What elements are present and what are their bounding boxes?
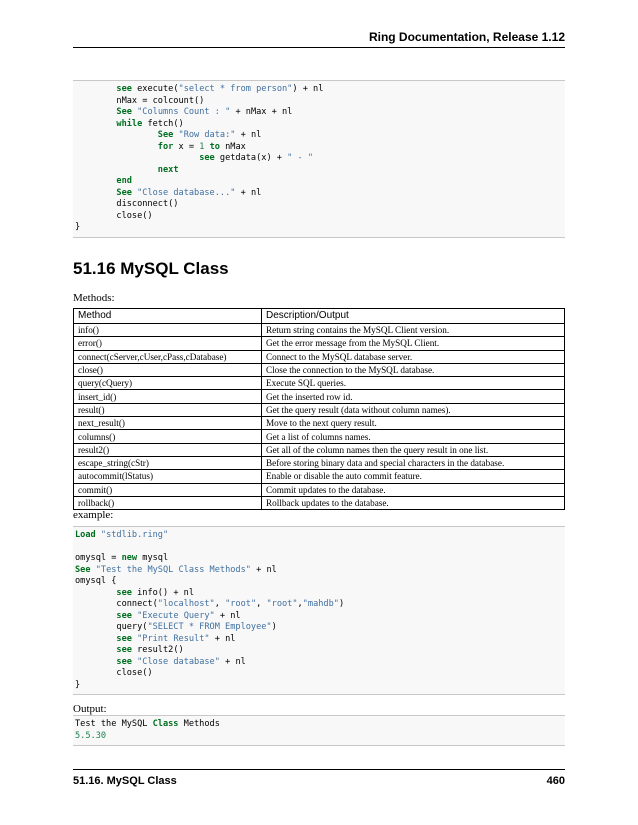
code-token: connect(	[75, 599, 158, 609]
method-cell: connect(cServer,cUser,cPass,cDatabase)	[74, 350, 262, 363]
code-token: " - "	[287, 153, 314, 163]
code-token: Test the MySQL	[75, 719, 153, 729]
code-line	[75, 153, 563, 165]
description-cell: Commit updates to the database.	[262, 483, 565, 496]
table-row	[74, 470, 565, 483]
code-line	[75, 188, 563, 200]
method-cell: commit()	[74, 483, 262, 496]
table-row	[74, 430, 565, 443]
code-token: + nMax + nl	[230, 107, 293, 117]
code-token: see	[116, 656, 132, 667]
code-token: for	[157, 141, 174, 152]
code-token: result2()	[131, 645, 184, 655]
code-token: nMax = colcount()	[75, 95, 205, 106]
table-row	[74, 403, 565, 416]
code-token: ,	[297, 599, 303, 609]
code-token: omysql {	[75, 576, 117, 586]
method-cell: escape_string(cStr)	[74, 456, 262, 469]
code-line	[75, 634, 563, 646]
code-token: disconnect()	[75, 199, 179, 209]
code-line	[75, 719, 563, 731]
description-cell: Get all of the column names then the query result in one list.	[262, 443, 565, 456]
code-token: "Row data:"	[178, 130, 236, 140]
code-token: execute(	[131, 84, 179, 94]
code-token: ) + nl	[292, 84, 324, 94]
code-token: + nl	[250, 564, 277, 575]
output-label: Output:	[73, 703, 107, 715]
code-token	[75, 84, 116, 94]
code-token: 5.5.30	[75, 730, 107, 741]
table-row	[74, 363, 565, 376]
column-header-method: Method	[74, 309, 262, 324]
code-token: )	[271, 622, 277, 632]
code-line	[75, 130, 563, 142]
description-cell: Enable or disable the auto commit feature.	[262, 470, 565, 483]
table-row	[74, 324, 565, 337]
code-line	[75, 199, 563, 211]
code-token: "Print Result"	[137, 633, 210, 644]
code-token: "select * from person"	[178, 84, 293, 94]
code-block-output	[73, 715, 565, 746]
code-token: "Test the MySQL Class Methods"	[95, 564, 251, 575]
code-token: "stdlib.ring"	[100, 530, 169, 540]
code-block-mysql-example	[73, 526, 565, 695]
code-token	[75, 130, 158, 140]
code-token: end	[116, 176, 132, 186]
code-line	[75, 542, 563, 554]
code-token: See	[116, 187, 132, 198]
description-cell: Connect to the MySQL database server.	[262, 350, 565, 363]
method-cell: error()	[74, 337, 262, 350]
code-token	[75, 634, 116, 644]
code-token	[75, 142, 158, 152]
code-line	[75, 668, 563, 680]
code-token: Class	[152, 719, 179, 729]
code-token: See	[116, 107, 132, 117]
code-token: ,	[214, 599, 226, 609]
code-line	[75, 165, 563, 177]
code-token: "root"	[225, 599, 257, 609]
code-token: new	[121, 553, 138, 563]
code-line	[75, 599, 563, 611]
code-token: + nl	[209, 633, 236, 644]
code-token: "Close database..."	[137, 187, 236, 198]
table-row	[74, 390, 565, 403]
code-token: 1	[199, 141, 205, 152]
description-cell: Return string contains the MySQL Client version.	[262, 324, 565, 337]
table-row	[74, 456, 565, 469]
description-cell: Get the inserted row id.	[262, 390, 565, 403]
code-token: next	[157, 164, 179, 175]
code-token: "mahdb"	[302, 599, 339, 609]
code-token: "Execute Query"	[137, 610, 215, 621]
method-cell: autocommit(lStatus)	[74, 470, 262, 483]
code-token: ,	[256, 599, 267, 609]
running-header-title: Ring Documentation, Release 1.12	[368, 30, 565, 44]
code-token: see	[116, 610, 132, 621]
code-line	[75, 176, 563, 188]
code-token: Load	[75, 530, 96, 540]
description-cell: Get a list of columns names.	[262, 430, 565, 443]
method-cell: result()	[74, 403, 262, 416]
code-token: fetch()	[142, 118, 184, 129]
code-token: mysql	[137, 553, 169, 563]
code-line	[75, 530, 563, 542]
code-token: "Close database"	[137, 656, 220, 667]
code-line	[75, 622, 563, 634]
code-token: see	[116, 633, 132, 644]
method-cell: insert_id()	[74, 390, 262, 403]
description-cell: Execute SQL queries.	[262, 377, 565, 390]
code-token: see	[116, 84, 132, 94]
methods-table	[73, 308, 565, 510]
table-row	[74, 337, 565, 350]
code-token: info() + nl	[131, 587, 195, 598]
code-token: "Columns Count : "	[137, 107, 231, 117]
code-token	[75, 588, 116, 598]
description-cell: Before storing binary data and special characters in the database.	[262, 456, 565, 469]
code-token	[75, 611, 116, 621]
code-line	[75, 731, 563, 743]
method-cell: close()	[74, 363, 262, 376]
code-token: omysql =	[75, 553, 122, 563]
description-cell: Rollback updates to the database.	[262, 496, 565, 509]
code-token: "root"	[266, 599, 298, 609]
column-header-description: Description/Output	[262, 309, 565, 324]
code-token: see	[116, 587, 132, 598]
code-token	[75, 119, 116, 129]
section-title: 51.16 MySQL Class	[73, 259, 229, 278]
code-token: to	[209, 141, 220, 152]
code-token	[75, 107, 116, 117]
code-token	[75, 153, 199, 163]
code-token: while	[116, 118, 143, 129]
description-cell: Move to the next query result.	[262, 417, 565, 430]
code-line	[75, 119, 563, 131]
code-token: see	[199, 153, 215, 163]
code-line	[75, 576, 563, 588]
code-line	[75, 107, 563, 119]
method-cell: info()	[74, 324, 262, 337]
code-line	[75, 142, 563, 154]
code-token: x =	[173, 141, 200, 152]
code-token: close()	[75, 668, 153, 678]
page-number: 460	[546, 775, 565, 787]
description-cell: Get the query result (data without column names).	[262, 403, 565, 416]
code-line	[75, 645, 563, 657]
code-line	[75, 565, 563, 577]
code-token	[75, 165, 158, 175]
code-token: }	[75, 679, 81, 690]
table-header-row	[74, 309, 565, 324]
code-token: "localhost"	[157, 599, 215, 609]
code-line	[75, 680, 563, 692]
code-token: "SELECT * FROM Employee"	[147, 622, 272, 632]
methods-label: Methods:	[73, 292, 115, 304]
code-token	[75, 188, 116, 198]
code-token: getdata(x) +	[214, 153, 288, 163]
description-cell: Get the error message from the MySQL Client.	[262, 337, 565, 350]
code-token: + nl	[219, 656, 246, 667]
table-row	[74, 377, 565, 390]
code-token: }	[75, 222, 81, 232]
table-row	[74, 496, 565, 509]
code-line	[75, 84, 563, 96]
header-rule	[73, 47, 565, 48]
method-cell: result2()	[74, 443, 262, 456]
table-row	[74, 483, 565, 496]
code-token: query(	[75, 622, 148, 632]
method-cell: rollback()	[74, 496, 262, 509]
code-token: see	[116, 645, 132, 655]
table-row	[74, 443, 565, 456]
example-label: example:	[73, 509, 114, 521]
code-line	[75, 588, 563, 600]
code-token	[75, 645, 116, 655]
code-line	[75, 96, 563, 108]
code-token: See	[75, 564, 91, 575]
code-block-mysql-fetch	[73, 80, 565, 238]
code-line	[75, 211, 563, 223]
footer-rule	[73, 769, 565, 770]
method-cell: query(cQuery)	[74, 377, 262, 390]
description-cell: Close the connection to the MySQL database.	[262, 363, 565, 376]
code-token: close()	[75, 210, 153, 221]
code-token: See	[157, 130, 174, 140]
code-token: + nl	[235, 130, 262, 140]
code-token: + nl	[214, 610, 241, 621]
code-line	[75, 222, 563, 234]
code-token: )	[338, 599, 345, 609]
method-cell: next_result()	[74, 417, 262, 430]
code-line	[75, 611, 563, 623]
code-token	[75, 176, 116, 186]
table-row	[74, 417, 565, 430]
footer-section: 51.16. MySQL Class	[73, 775, 177, 787]
method-cell: columns()	[74, 430, 262, 443]
table-row	[74, 350, 565, 363]
code-token: nMax	[219, 141, 246, 152]
code-token	[75, 657, 116, 667]
code-line	[75, 553, 563, 565]
code-token: + nl	[235, 187, 262, 198]
code-line	[75, 657, 563, 669]
code-token: Methods	[178, 719, 220, 729]
